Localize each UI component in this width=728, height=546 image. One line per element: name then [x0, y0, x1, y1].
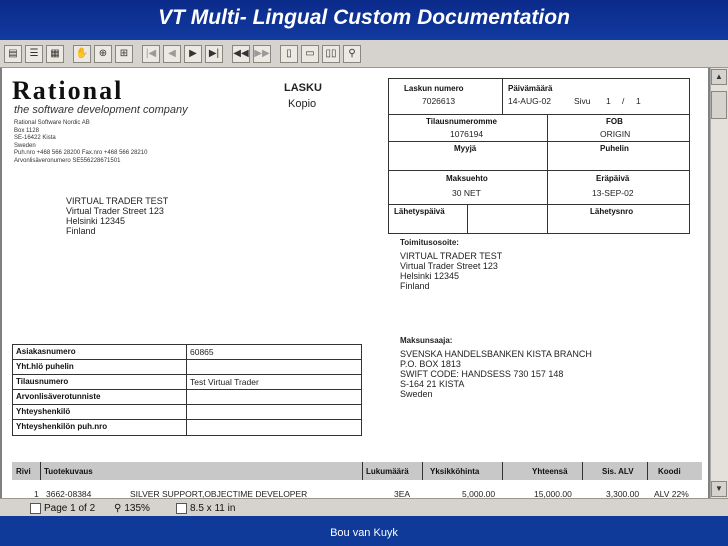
pdf-toolbar: [0, 40, 728, 68]
zoom-in-icon[interactable]: ⊕: [94, 45, 112, 63]
page-icon: [30, 503, 41, 514]
go-forward-icon[interactable]: ▶▶: [253, 45, 271, 63]
continuous-page-icon[interactable]: ▭: [301, 45, 319, 63]
magnifier-icon: ⚲: [114, 502, 122, 514]
doc-subtitle: Kopio: [288, 98, 317, 110]
slide-author: Bou van Kuyk: [330, 527, 398, 539]
payment-terms: 30 NET: [452, 188, 481, 198]
print-icon[interactable]: ☰: [25, 45, 43, 63]
last-page-icon[interactable]: ▶|: [205, 45, 223, 63]
page-size-indicator: 8.5 x 11 in: [176, 501, 235, 515]
invoice-number: 7026613: [422, 96, 456, 106]
scroll-thumb[interactable]: [711, 91, 727, 119]
single-page-icon[interactable]: ▯: [280, 45, 298, 63]
hand-tool-icon[interactable]: ✋: [73, 45, 91, 63]
zoom-out-icon[interactable]: ⊞: [115, 45, 133, 63]
payee-address: SVENSKA HANDELSBANKEN KISTA BRANCH P.O. BOX 1813 SWIFT CODE: HANDSESS 730 157 148 S-164 21 KISTA Sweden: [400, 349, 592, 399]
order-number: 1076194: [450, 129, 484, 139]
company-tagline: the software development company: [14, 104, 188, 116]
slide-title-bar: [0, 0, 728, 40]
ship-to-address: VIRTUAL TRADER TEST Virtual Trader Street 123 Helsinki 12345 Finland: [400, 251, 503, 291]
doc-title: LASKU: [284, 82, 322, 94]
bill-to-address: VIRTUAL TRADER TEST Virtual Trader Street 123 Helsinki 12345 Finland: [66, 196, 169, 236]
thumbnails-icon[interactable]: ▦: [46, 45, 64, 63]
next-page-icon[interactable]: ▶: [184, 45, 202, 63]
invoice-page: Rational the software development company Rational Software Nordic AB Box 1128 SE-16422 Kista Sweden Puh.nro +468 566 28200 Fax.nro +468 566 28210 Arvonlisäveronumero SE556228671501 LASKU Kopio Laskun numero 7026613 Päivämäärä 14-AUG-02 Sivu 1 / 1 Tilausnumeromme 1076194 FOB ORIGIN Myyjä Puhelin Maksuehto 30 NET Eräpäivä 13-SEP-02 Lähetyspäivä Lähetysnro VIRTUAL TRADER TEST Virtual Trader Street 123 Helsinki 12345 Finland Toimitusosoite: VIRTUAL TRADER TEST Virtual Trader Street 123 Helsinki 12345 Finland Maksunsaaja: SVENSKA HANDELSBANKEN KISTA BRANCH P.O. BOX 1813 SWIFT CODE: HANDSESS 730 157 148 S-164 21 KISTA Sweden Asiakasnumero 60865 Yht.hlö puhelin Tilausnumero Test Virtual Trader Arvonlisäverotunniste Yhteyshenkilö Yhteyshenkilön puh.nro Rivi Tuotekuvaus Lukumäärä Yksikköhinta Yhteensä Sis. ALV Koodi 1 3662-08384 SILVER SUPPORT,OBJECTIME DEVELOPER 3EA 5,000.00 15,000.00 3,300.00 ALV 22%: [2, 68, 708, 498]
document-viewer[interactable]: [0, 68, 728, 498]
invoice-date: 14-AUG-02: [508, 96, 551, 106]
zoom-indicator[interactable]: ⚲ 135%: [114, 502, 150, 514]
first-page-icon[interactable]: |◀: [142, 45, 160, 63]
prev-page-icon[interactable]: ◀: [163, 45, 181, 63]
company-address: Rational Software Nordic AB Box 1128 SE-16422 Kista Sweden Puh.nro +468 566 28200 Fax.nro +468 566 28210 Arvonlisäveronumero SE556228671501: [14, 120, 148, 164]
go-back-icon[interactable]: ◀◀: [232, 45, 250, 63]
lines-header: [12, 462, 702, 480]
company-logo: Rational: [12, 76, 124, 105]
find-icon[interactable]: ⚲: [343, 45, 361, 63]
status-bar: [0, 498, 728, 516]
vertical-scrollbar[interactable]: [710, 68, 728, 498]
save-icon[interactable]: ▤: [4, 45, 22, 63]
facing-pages-icon[interactable]: ▯▯: [322, 45, 340, 63]
scroll-up-icon[interactable]: ▲: [711, 69, 727, 85]
due-date: 13-SEP-02: [592, 188, 634, 198]
page-size-icon: [176, 503, 187, 514]
page-indicator[interactable]: Page 1 of 2: [30, 501, 95, 515]
scroll-down-icon[interactable]: ▼: [711, 481, 727, 497]
slide-footer: [0, 516, 728, 546]
slide-title: VT Multi- Lingual Custom Documentation: [158, 6, 570, 29]
